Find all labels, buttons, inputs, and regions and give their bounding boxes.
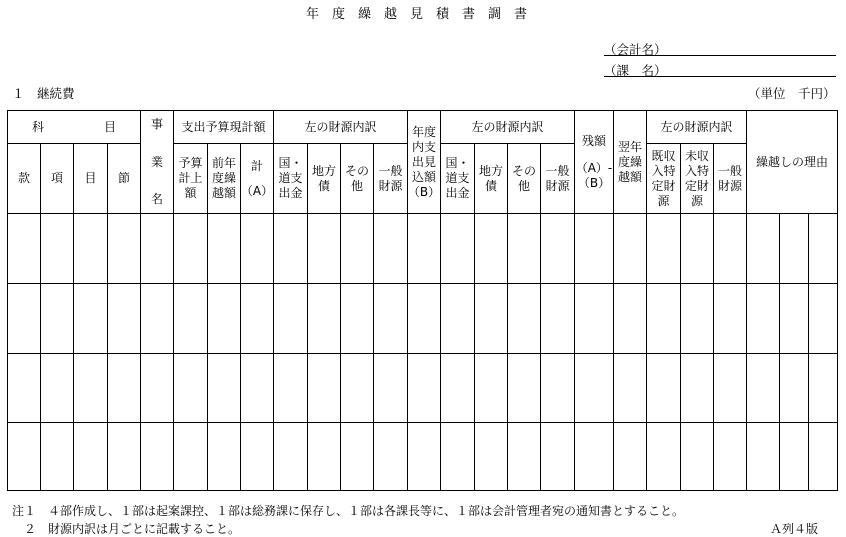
note-2: ２ 財源内訳は月ごとに記載すること。	[12, 522, 241, 536]
header-sonota-1-line-1: その	[344, 163, 369, 178]
header-yosan-keijo	[174, 144, 207, 213]
paper-size-label: Ａ列４版	[770, 522, 819, 536]
section-name-label: （課 名）	[604, 63, 667, 78]
header-chihosai-1-line-1: 地方	[311, 163, 336, 178]
header-kei-a	[241, 144, 273, 213]
header-yosan-keijo-line-3: 額	[184, 186, 197, 200]
header-nendonai-line-5: （B）	[407, 184, 441, 199]
header-kuni-shishutsukin-2	[441, 144, 474, 213]
header-chihosai-2	[475, 144, 507, 213]
header-kuni-1-line-3: 出金	[278, 186, 303, 200]
header-sonota-2	[508, 144, 540, 213]
header-zennendo-line-1: 前年	[211, 156, 236, 170]
header-chihosai-2-line-2: 債	[484, 178, 497, 193]
header-chihosai-1	[308, 144, 340, 213]
header-kei-line-2: （A）	[240, 183, 274, 198]
header-kei-line-1: 計	[250, 158, 263, 173]
header-yokunendo-line-2: 度繰	[617, 154, 642, 169]
header-moku: 目	[84, 171, 97, 185]
header-kuni-1-line-2: 道支	[278, 171, 303, 185]
header-ippan-1-line-2: 財源	[378, 178, 403, 193]
header-nendonai-line-3: 出見	[411, 154, 436, 169]
header-kishu-line-3: 定財	[651, 178, 676, 193]
header-mishu-line-4: 源	[690, 193, 703, 208]
header-yokunendo-kurikoshi	[614, 111, 646, 213]
header-kishu-line-2: 入特	[651, 163, 676, 178]
header-zennendo-line-2: 度繰	[211, 171, 236, 185]
header-kuni-2-line-1: 国・	[445, 156, 470, 170]
header-ippan-2-line-2: 財源	[545, 178, 570, 193]
page-title: 年度繰越見積書調書	[305, 7, 540, 22]
note-1: 注１ ４部作成し、１部は起案課控、１部は総務課に保存し、１部は各課長等に、１部は会計管理者宛の通知書とすること。	[12, 504, 685, 518]
header-kishu-tokutei-zaigen	[647, 144, 680, 213]
header-yosan-keijo-line-1: 予算	[178, 156, 203, 170]
accounting-name-label: （会計名）	[604, 42, 667, 57]
header-chihosai-2-line-1: 地方	[478, 163, 503, 178]
header-zangaku-line-1: 残額	[581, 133, 606, 148]
header-kishu-line-1: 既収	[651, 148, 676, 163]
header-kuni-shishutsukin-1	[274, 144, 307, 213]
header-nendonai-line-4: 込額	[411, 169, 436, 184]
header-kurikoshi-riyu: 繰越しの理由	[755, 154, 828, 169]
header-nendonai-line-1: 年度	[411, 124, 436, 139]
header-mishu-tokutei-zaigen	[681, 144, 713, 213]
header-mishu-line-3: 定財	[684, 178, 709, 193]
header-sonota-2-line-1: その	[511, 163, 536, 178]
header-jigyo-char-1: 事	[150, 117, 163, 131]
header-kamoku: 科 目	[31, 119, 116, 134]
header-kishu-line-4: 源	[657, 193, 670, 208]
header-kuni-2-line-2: 道支	[445, 171, 470, 185]
header-nendonai-line-2: 内支	[411, 139, 436, 154]
header-zangaku-line-2: （A）-	[575, 160, 613, 175]
header-zaigen-1: 左の財源内訳	[304, 119, 377, 134]
header-ippan-3-line-1: 一般	[717, 163, 742, 178]
header-kuni-1-line-1: 国・	[278, 156, 303, 170]
header-ippan-2-line-1: 一般	[545, 163, 570, 178]
header-zaigen-2: 左の財源内訳	[471, 119, 544, 134]
header-ippan-1-line-1: 一般	[378, 163, 403, 178]
header-mishu-line-1: 未収	[684, 148, 709, 163]
header-zangaku-line-3: （B）	[577, 175, 611, 190]
header-kan: 款	[17, 171, 30, 185]
header-kou: 項	[50, 171, 63, 185]
header-shishutsu-yosan: 支出予算現計額	[181, 119, 266, 134]
header-jigyo-mei	[141, 111, 173, 213]
accounting-name-underline	[604, 55, 836, 56]
header-yosan-keijo-line-2: 計上	[178, 171, 203, 185]
header-kuni-2-line-3: 出金	[445, 186, 470, 200]
header-ippan-zaigen-3	[714, 144, 746, 213]
header-nendonai-shishutsu	[408, 111, 440, 213]
header-chihosai-1-line-2: 債	[317, 178, 330, 193]
header-zaigen-3: 左の財源内訳	[660, 119, 733, 134]
header-mishu-line-2: 入特	[684, 163, 709, 178]
header-jigyo-char-2: 業	[150, 154, 163, 169]
unit-label: （単位 千円）	[748, 86, 836, 101]
header-zennendo-kurikoshi	[208, 144, 240, 213]
header-ippan-zaigen-2	[541, 144, 574, 213]
header-ippan-zaigen-1	[374, 144, 407, 213]
header-sonota-2-line-2: 他	[517, 178, 530, 193]
section-heading: １ 継続費	[12, 86, 75, 101]
section-name-underline	[604, 76, 836, 77]
header-zennendo-line-3: 越額	[211, 186, 236, 200]
header-yokunendo-line-3: 越額	[617, 169, 642, 184]
header-ippan-3-line-2: 財源	[717, 178, 742, 193]
header-sonota-1	[341, 144, 373, 213]
header-sonota-1-line-2: 他	[350, 178, 363, 193]
header-zangaku	[575, 111, 613, 213]
header-jigyo-char-3: 名	[150, 192, 163, 206]
header-setsu: 節	[117, 171, 130, 185]
header-yokunendo-line-1: 翌年	[617, 139, 642, 154]
